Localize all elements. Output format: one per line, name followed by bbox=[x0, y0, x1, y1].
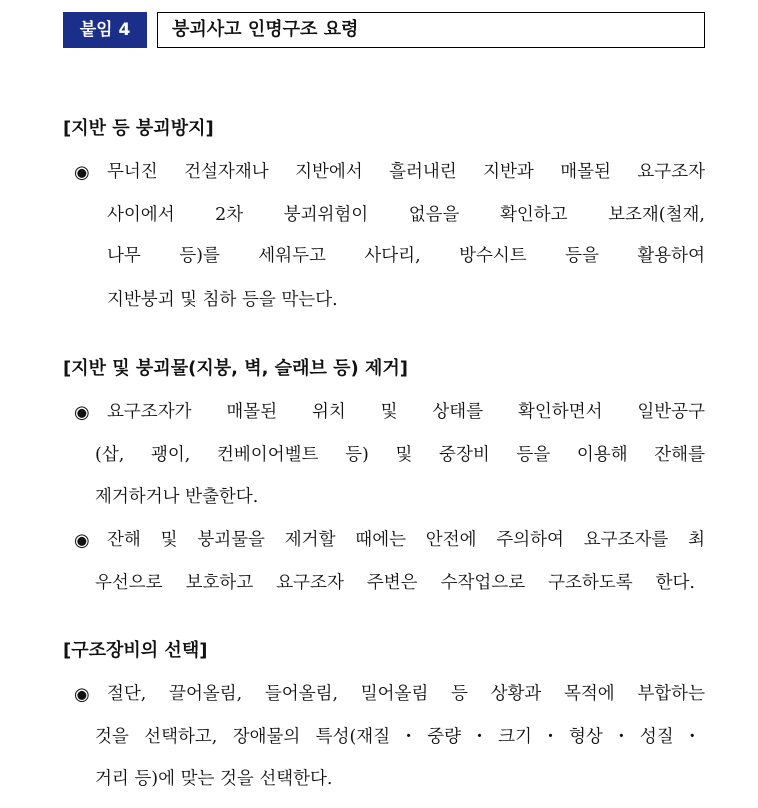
paragraph-line: 절단, 끌어올림, 들어올림, 밀어올림 등 상황과 목적에 부합하는 bbox=[107, 684, 705, 704]
paragraph-line: 것을 선택하고, 장애물의 특성(재질・중량・크기・형상・성질・ bbox=[95, 727, 701, 747]
document-title: 붕괴사고 인명구조 요령 bbox=[157, 12, 705, 48]
paragraph-line: 지반붕괴 및 침하 등을 막는다. bbox=[107, 290, 338, 310]
document-header bbox=[63, 12, 705, 48]
section-heading-equipment-selection: [구조장비의 선택] bbox=[63, 640, 208, 661]
paragraph-line: 사이에서 2차 붕괴위험이 없음을 확인하고 보조재(철재, bbox=[107, 205, 705, 225]
bullet-icon: ◉ bbox=[74, 530, 90, 551]
bullet-icon: ◉ bbox=[74, 162, 90, 183]
bullet-icon: ◉ bbox=[74, 684, 90, 705]
attachment-badge: 붙임 4 bbox=[63, 12, 147, 48]
paragraph-line: 우선으로 보호하고 요구조자 주변은 수작업으로 구조하도록 한다. bbox=[95, 573, 695, 593]
paragraph-line: 요구조자가 매몰된 위치 및 상태를 확인하면서 일반공구 bbox=[107, 402, 705, 422]
paragraph-line: 제거하거나 반출한다. bbox=[95, 487, 259, 507]
section-heading-debris-removal: [지반 및 붕괴물(지붕, 벽, 슬래브 등) 제거] bbox=[63, 358, 409, 379]
section-heading-ground-collapse-prevention: [지반 등 붕괴방지] bbox=[63, 118, 214, 139]
paragraph-line: 무너진 건설자재나 지반에서 흘러내린 지반과 매몰된 요구조자 bbox=[107, 162, 705, 182]
paragraph-line: (삽, 괭이, 컨베이어벨트 등) 및 중장비 등을 이용해 잔해를 bbox=[95, 445, 705, 465]
paragraph-line: 거리 등)에 맞는 것을 선택한다. bbox=[95, 769, 333, 789]
bullet-icon: ◉ bbox=[74, 402, 90, 423]
paragraph-line: 잔해 및 붕괴물을 제거할 때에는 안전에 주의하여 요구조자를 최 bbox=[107, 530, 705, 550]
paragraph-line: 나무 등)를 세워두고 사다리, 방수시트 등을 활용하여 bbox=[107, 246, 705, 266]
